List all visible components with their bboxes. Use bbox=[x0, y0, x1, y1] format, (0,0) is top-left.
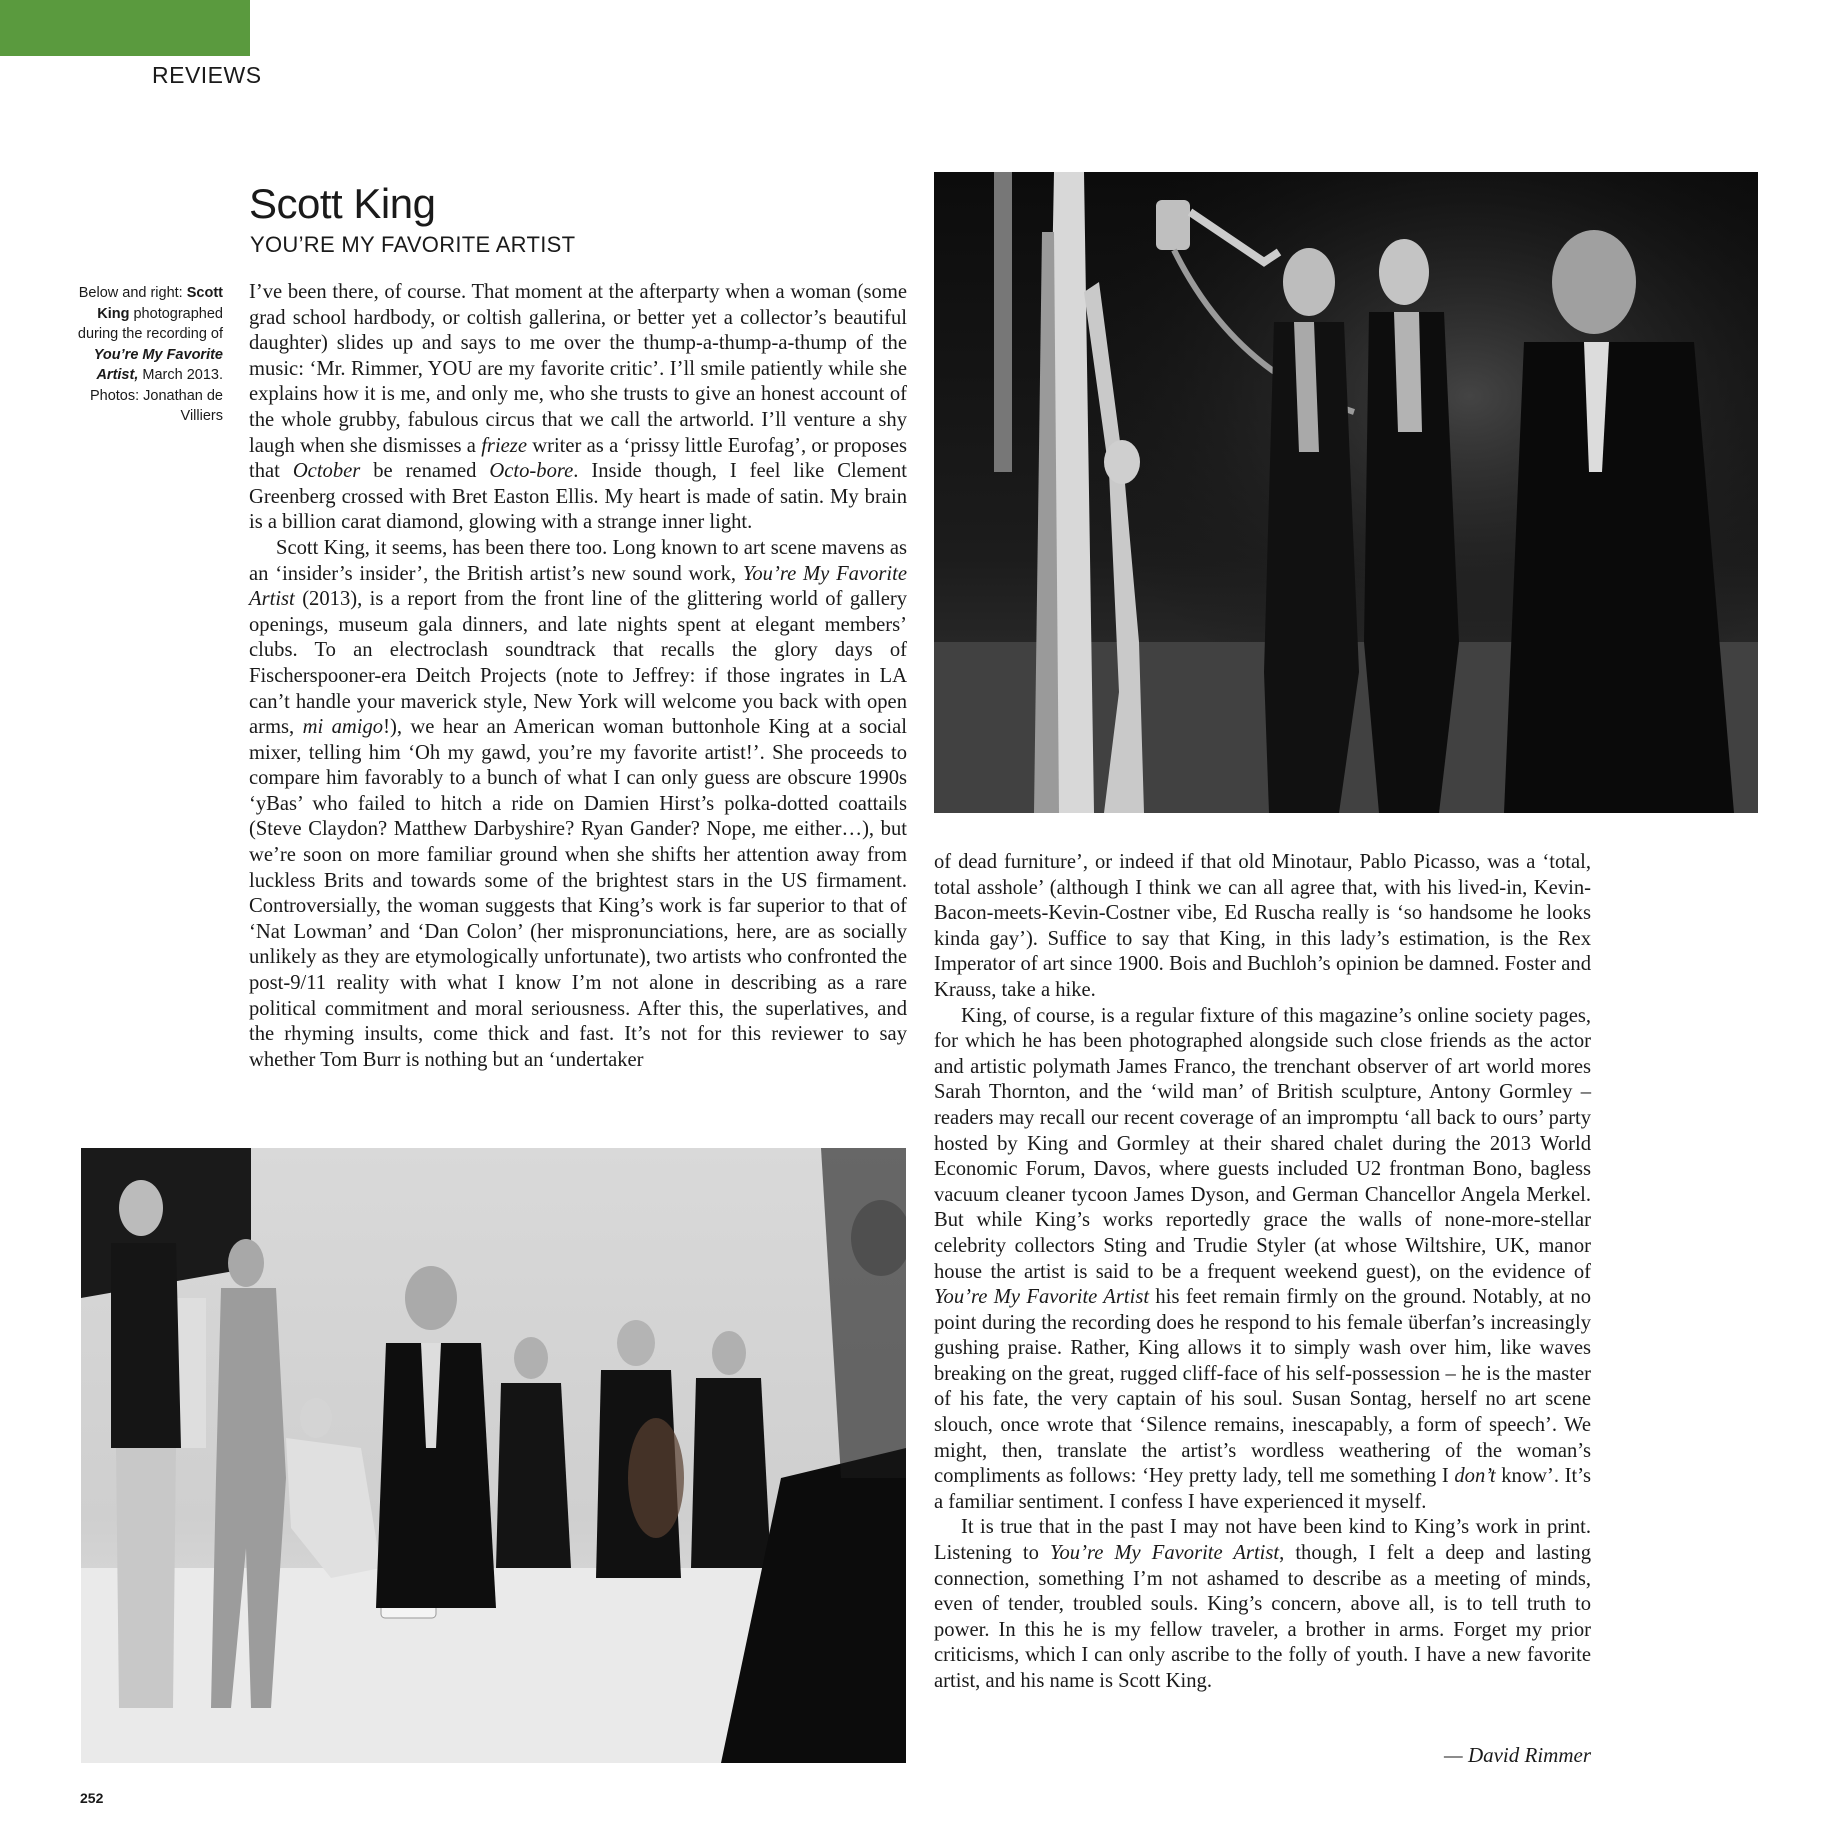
body-column-left bbox=[249, 280, 907, 1073]
text-run: I’ve been there, of course. That moment at the afterparty when a woman (some grad school hardbody, or coltish gallerina, or better yet a collector’s beautiful daughter) slides up and says to me over the thump-a-thump-a-thump of the music: ‘Mr. Rimmer, YOU are my favorite critic’. I’ll smile patiently while she explains how it is me, and only me, who she trusts to give an honest account of the whole grubby, fabulous circus that we call the artworld. I’ll venture a shy laugh when she dismisses a bbox=[249, 281, 907, 457]
italic-run: You’re My Favorite Artist bbox=[934, 1286, 1150, 1309]
photo-orchestra-scene bbox=[81, 1148, 906, 1763]
text-run: . Inside though, I feel like Clement Greenberg crossed with Bret Easton Ellis. My heart is made of satin. My brain is a billion carat diamond, glowing with a strange inner light. bbox=[249, 460, 907, 534]
italic-run: You’re My Favorite Artist bbox=[249, 562, 907, 611]
paragraph bbox=[934, 850, 1591, 1004]
italic-run: mi amigo bbox=[302, 716, 384, 739]
caption-end: March 2013. Photos: Jonathan de Villiers bbox=[89, 367, 223, 425]
italic-run: You’re My Favorite Artist bbox=[1049, 1542, 1280, 1565]
caption-work: You’re My Favorite Artist, bbox=[93, 346, 223, 384]
paragraph bbox=[249, 280, 907, 536]
text-run: Scott King, it seems, has been there too. Long known to art scene mavens as an ‘insider’s insider’, the British artist’s new sound work, bbox=[249, 536, 907, 585]
text-run: know’. It’s a familiar sentiment. I confess I have experienced it myself. bbox=[934, 1465, 1591, 1513]
paragraph bbox=[934, 1004, 1591, 1516]
section-color-tab bbox=[0, 0, 250, 56]
body-column-right bbox=[934, 850, 1591, 1695]
italic-run: don’t bbox=[1454, 1465, 1496, 1488]
text-run: King, of course, is a regular fixture of this magazine’s online society pages, for which he has been photographed alongside such close friends as the actor and artistic polymath James Franco, the trenchant observer of art world mores Sarah Thornton, and the ‘wild man’ of British sculpture, Antony Gormley – readers may recall our recent coverage of an impromptu ‘all back to ours’ party hosted by King and Gormley at their shared chalet during the 2013 World Economic Forum, Davos, where guests included U2 frontman Bono, bagless vacuum cleaner tycoon James Dyson, and German Chancellor Angela Merkel. But while King’s works reportedly grace the walls of none-more-stellar celebrity collectors Sting and Trudie Styler (at whose Wiltshire, UK, manor house the artist is said to be a frequent weekend guest), on the evidence of bbox=[934, 1004, 1591, 1283]
text-run: , though, I felt a deep and lasting connection, something I’m not ashamed to describe as a meeting of minds, even of tender, troubled souls. King’s concern, above all, is to tell truth to power. In this he is my fellow traveler, a brother in arms. Forget my prior criticisms, which I can only ascribe to the folly of youth. I have a new favorite artist, and his name is Scott King. bbox=[934, 1542, 1591, 1692]
author-signature: — David Rimmer bbox=[1444, 1743, 1591, 1767]
text-run: of dead furniture’, or indeed if that old Minotaur, Pablo Picasso, was a ‘total, total asshole’ (although I think we can all agree that, with his lived-in, Kevin-Bacon-meets-Kevin-Costner vibe, Ed Ruscha really is ‘so handsome he looks kinda gay’). Suffice to say that King, in this lady’s estimation, is the Rex Imperator of art since 1900. Bois and Buchloh’s opinion be damned. Foster and Krauss, take a hike. bbox=[934, 851, 1591, 1001]
text-run: writer as a ‘prissy little Eurofag’, or proposes that bbox=[249, 434, 907, 483]
text-run: It is true that in the past I may not have been kind to King’s work in print. Listening to bbox=[934, 1516, 1591, 1565]
italic-run: frieze bbox=[481, 434, 527, 457]
italic-run: October bbox=[292, 460, 361, 483]
caption-intro: Below and right: bbox=[78, 285, 187, 301]
article-title: Scott King bbox=[249, 180, 436, 227]
text-run: be renamed bbox=[360, 460, 490, 483]
photo-image bbox=[81, 1148, 906, 1763]
caption-artist: Scott King bbox=[97, 285, 223, 322]
text-run: (2013), is a report from the front line of the glittering world of gallery openings, museum gala dinners, and late nights spent at elegant members’ clubs. To an electroclash soundtrack that recalls the glory days of Fischerspooner-era Deitch Projects (note to Jeffrey: if those ingrates in LA can’t handle your maverick style, New York will welcome you back with open arms, bbox=[249, 588, 907, 739]
paragraph bbox=[934, 1515, 1591, 1694]
photo-spray-painting-scene bbox=[934, 172, 1758, 813]
text-run: his feet remain firmly on the ground. Notably, at no point during the recording does he respond to his female überfan’s increasingly gushing praise. Rather, King allows it to simply wash over him, like waves breaking on the great, rugged cliff-face of his self-possession – he is the master of his fate, the very captain of his soul. Susan Sontag, herself no art scene slouch, once wrote that ‘Silence remains, inescapably, a form of speech’. We might, then, translate the artist’s wordless weathering of the woman’s compliments as follows: ‘Hey pretty lady, tell me something I bbox=[934, 1286, 1591, 1488]
paragraph bbox=[249, 536, 907, 1073]
photo-image bbox=[934, 172, 1758, 813]
page-number: 252 bbox=[80, 1790, 104, 1806]
section-label: REVIEWS bbox=[152, 62, 262, 88]
italic-run: Octo-bore bbox=[489, 460, 574, 483]
text-run: !), we hear an American woman buttonhole King at a social mixer, telling him ‘Oh my gawd, you’re my favorite artist!’. She proceeds to compare him favorably to a bunch of what I can only guess are obscure 1990s ‘yBas’ who failed to hitch a ride on Damien Hirst’s polka-dotted coattails (Steve Claydon? Matthew Darbyshire? Ryan Gander? Nope, me either…), but we’re soon on more familiar ground when she shifts her attention away from luckless Brits and towards some of the brightest stars in the US firmament. Controversially, the woman suggests that King’s work is far superior to that of ‘Nat Lowman’ and ‘Dan Colon’ (her mispronunciations, here, are as socially unlikely as they are etymologically unfortunate), two artists who confronted the post-9/11 reality with what I know I’m not alone in describing as a rare political commitment and moral seriousness. After this, the superlatives, and the rhyming insults, come thick and fast. It’s not for this reviewer to say whether Tom Burr is nothing but an ‘undertaker bbox=[249, 716, 908, 1071]
photo-caption bbox=[60, 283, 223, 427]
article-subtitle: YOU’RE MY FAVORITE ARTIST bbox=[250, 232, 576, 257]
caption-mid: photographed during the recording of bbox=[77, 305, 223, 343]
